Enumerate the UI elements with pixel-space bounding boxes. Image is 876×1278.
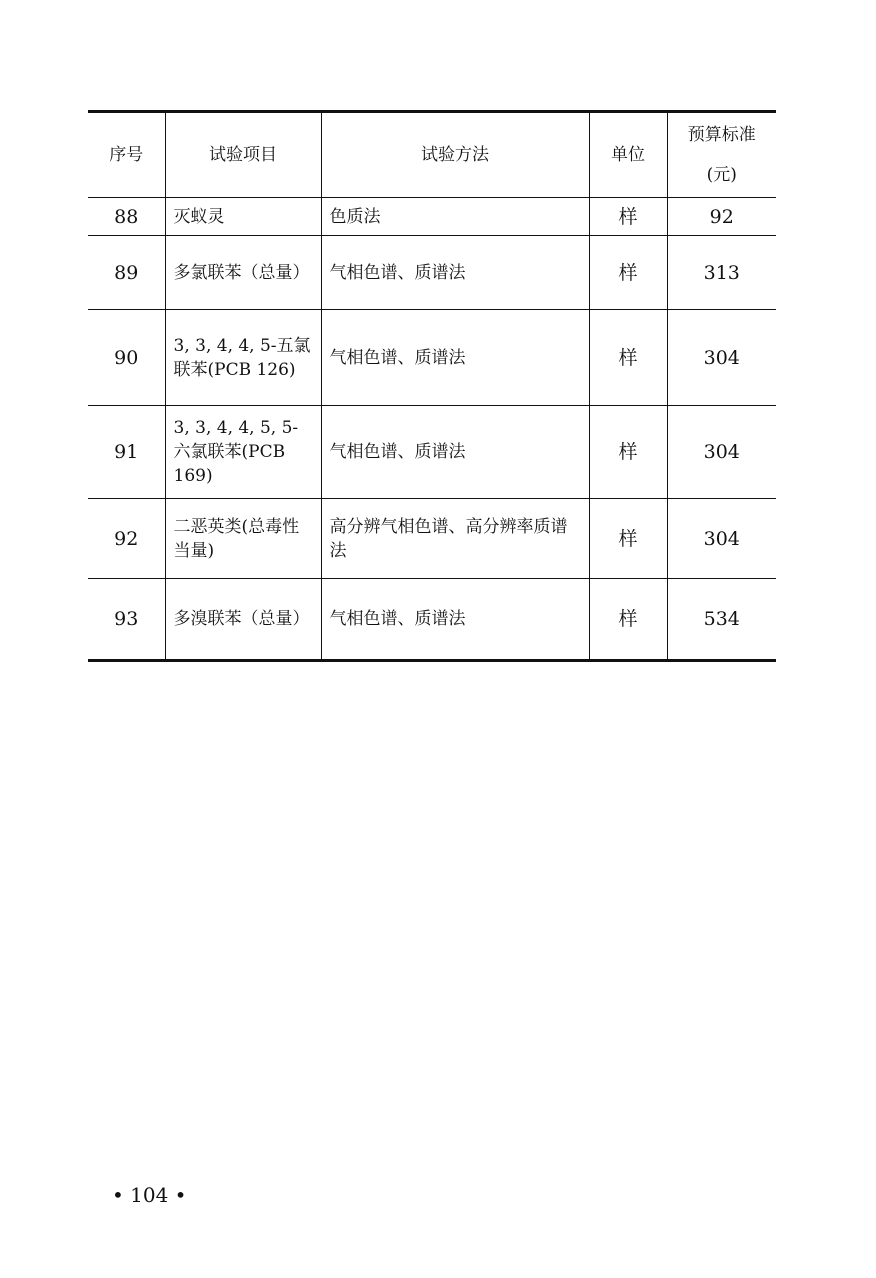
header-price-unit: (元): [706, 165, 737, 185]
header-price-label: 预算标准: [687, 125, 756, 145]
cell-seq: 88: [88, 198, 165, 236]
cell-item: 多溴联苯（总量）: [165, 579, 321, 661]
cell-method: 气相色谱、质谱法: [321, 579, 589, 661]
header-seq: 序号: [88, 112, 165, 198]
cell-method: 气相色谱、质谱法: [321, 310, 589, 406]
cell-method: 色质法: [321, 198, 589, 236]
cell-item: 3, 3, 4, 4, 5-五氯联苯(PCB 126): [165, 310, 321, 406]
table-header-row: [88, 112, 776, 198]
cell-seq: 92: [88, 499, 165, 579]
cell-method: 气相色谱、质谱法: [321, 236, 589, 310]
cell-unit: 样: [589, 310, 667, 406]
cell-price: 304: [667, 310, 776, 406]
table-row: [88, 406, 776, 499]
header-unit: 单位: [589, 112, 667, 198]
cell-price: 92: [667, 198, 776, 236]
cell-unit: 样: [589, 499, 667, 579]
table-row: [88, 198, 776, 236]
cell-seq: 91: [88, 406, 165, 499]
cell-unit: 样: [589, 406, 667, 499]
cell-item: 二恶英类(总毒性当量): [165, 499, 321, 579]
cell-seq: 89: [88, 236, 165, 310]
cell-seq: 93: [88, 579, 165, 661]
test-price-table-wrapper: [88, 110, 776, 662]
cell-item: 多氯联苯（总量）: [165, 236, 321, 310]
cell-price: 304: [667, 499, 776, 579]
cell-price: 534: [667, 579, 776, 661]
cell-unit: 样: [589, 198, 667, 236]
page-number: • 104 •: [112, 1183, 187, 1207]
cell-unit: 样: [589, 579, 667, 661]
table-row: [88, 310, 776, 406]
cell-seq: 90: [88, 310, 165, 406]
test-price-table: [88, 110, 776, 662]
header-item: 试验项目: [165, 112, 321, 198]
cell-item: 灭蚁灵: [165, 198, 321, 236]
cell-price: 313: [667, 236, 776, 310]
table-row: [88, 236, 776, 310]
table-row: [88, 579, 776, 661]
cell-item: 3, 3, 4, 4, 5, 5-六氯联苯(PCB 169): [165, 406, 321, 499]
cell-method: 高分辨气相色谱、高分辨率质谱法: [321, 499, 589, 579]
table-row: [88, 499, 776, 579]
cell-unit: 样: [589, 236, 667, 310]
header-price: [667, 112, 776, 198]
header-method: 试验方法: [321, 112, 589, 198]
cell-price: 304: [667, 406, 776, 499]
cell-method: 气相色谱、质谱法: [321, 406, 589, 499]
